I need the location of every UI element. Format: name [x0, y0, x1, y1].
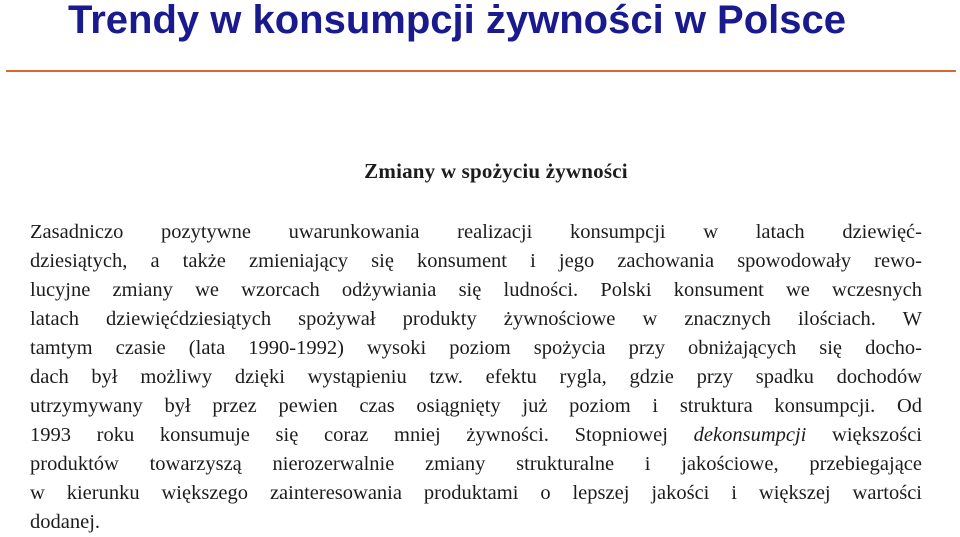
title-divider — [6, 70, 956, 72]
paragraph-line: utrzymywany był przez pewien czas osiągnięty już poziom i struktura konsumpcji. Od — [30, 395, 922, 417]
excerpt-paragraph — [30, 218, 922, 537]
paragraph-line: w kierunku większego zainteresowania produktami o lepszej jakości i większej wartości — [30, 482, 922, 504]
scanned-excerpt — [0, 150, 960, 536]
paragraph-line: dodanej. — [30, 511, 101, 533]
paragraph-line-with-emphasis — [30, 421, 922, 450]
line-text: większości — [806, 424, 922, 446]
paragraph-line: lucyjne zmiany we wzorcach odżywiania się ludności. Polski konsument we wczesnych — [30, 279, 922, 301]
slide-title: Trendy w konsumpcji żywności w Polsce — [68, 0, 847, 42]
paragraph-line: latach dziewięćdziesiątych spożywał produkty żywnościowe w znacznych ilościach. W — [30, 308, 922, 330]
paragraph-line: produktów towarzyszą nierozerwalnie zmiany strukturalne i jakościowe, przebiegające — [30, 453, 922, 475]
line-text: 1993 roku konsumuje się coraz mniej żywności. Stopniowej — [30, 424, 694, 446]
paragraph-line: tamtym czasie (lata 1990-1992) wysoki poziom spożycia przy obniżających się docho- — [30, 337, 922, 359]
excerpt-heading: Zmiany w spożyciu żywności — [364, 159, 628, 183]
paragraph-line: dach był możliwy dzięki wystąpieniu tzw. efektu rygla, gdzie przy spadku dochodów — [30, 366, 922, 388]
paragraph-line: Zasadniczo pozytywne uwarunkowania realizacji konsumpcji w latach dziewięć- — [30, 221, 922, 243]
emphasized-term: dekonsumpcji — [693, 424, 807, 446]
paragraph-line: dziesiątych, a także zmieniający się konsument i jego zachowania spowodowały rewo- — [30, 250, 922, 272]
